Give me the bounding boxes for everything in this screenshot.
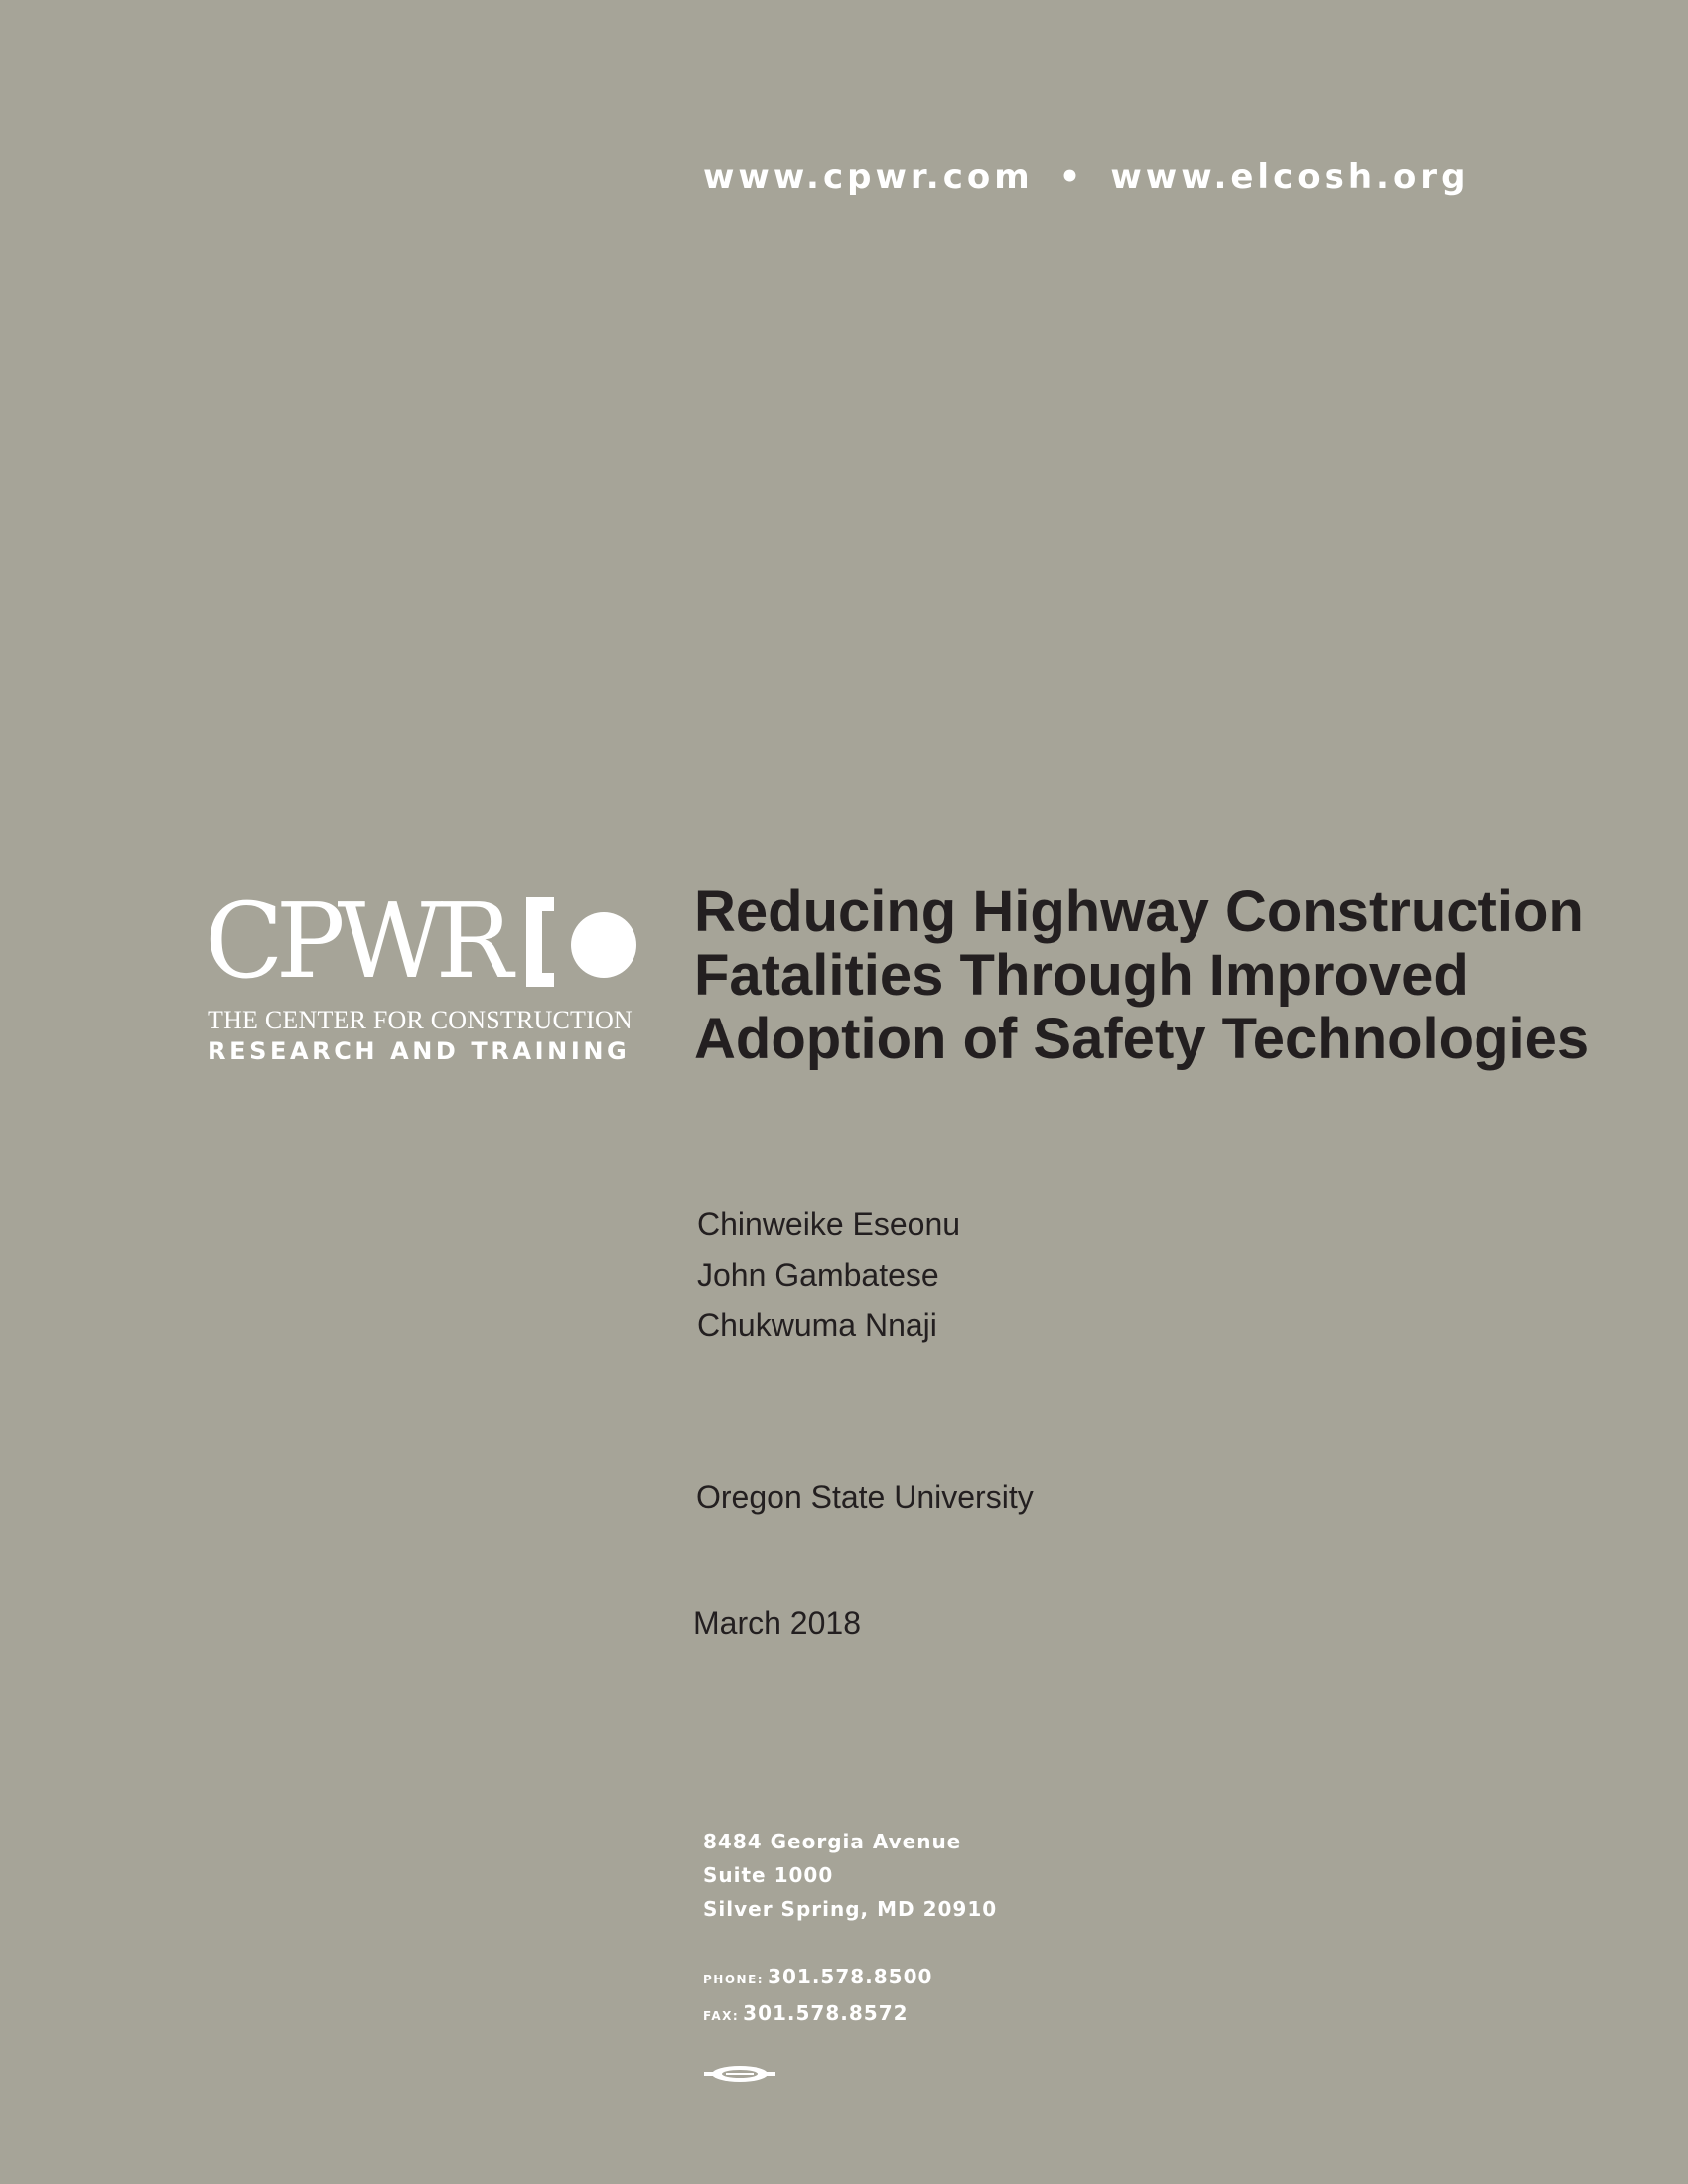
title-line-3: Adoption of Safety Technologies (694, 1007, 1590, 1071)
cpwr-wordmark: CPWR (205, 881, 505, 1002)
author-list (697, 1199, 960, 1351)
cpwr-logo (205, 881, 637, 1073)
phone-label: PHONE: (703, 1973, 765, 1986)
author-name: Chukwuma Nnaji (697, 1307, 937, 1343)
bullet-separator: • (1058, 157, 1085, 197)
logo-tagline-line-1: THE CENTER FOR CONSTRUCTION (208, 1006, 633, 1034)
title-line-1: Reducing Highway Construction (694, 880, 1584, 944)
title-line-2: Fatalities Through Improved (694, 943, 1469, 1008)
address-suite: Suite 1000 (703, 1863, 834, 1887)
author-name: Chinweike Eseonu (697, 1206, 961, 1242)
author-name: John Gambatese (697, 1257, 939, 1293)
cpwr-bracket-circle-icon (520, 895, 637, 987)
fax-line (703, 1996, 932, 2033)
union-label-icon (702, 2063, 777, 2085)
report-title (694, 881, 1589, 1071)
logo-tagline-line-2: RESEARCH AND TRAINING (208, 1037, 631, 1065)
publication-date: March 2018 (693, 1605, 861, 1641)
address-street: 8484 Georgia Avenue (703, 1830, 962, 1853)
institution-name: Oregon State University (696, 1479, 1034, 1515)
cpwr-website-link[interactable]: www.cpwr.com (703, 157, 1034, 197)
fax-number: 301.578.8572 (743, 2001, 909, 2025)
fax-label: FAX: (703, 2009, 740, 2023)
address-city: Silver Spring, MD 20910 (703, 1897, 998, 1921)
contact-numbers (703, 1960, 932, 2033)
mailing-address (703, 1825, 997, 1926)
website-links (703, 157, 1469, 197)
phone-line (703, 1960, 932, 1996)
elcosh-website-link[interactable]: www.elcosh.org (1110, 157, 1470, 197)
phone-number: 301.578.8500 (768, 1965, 933, 1988)
